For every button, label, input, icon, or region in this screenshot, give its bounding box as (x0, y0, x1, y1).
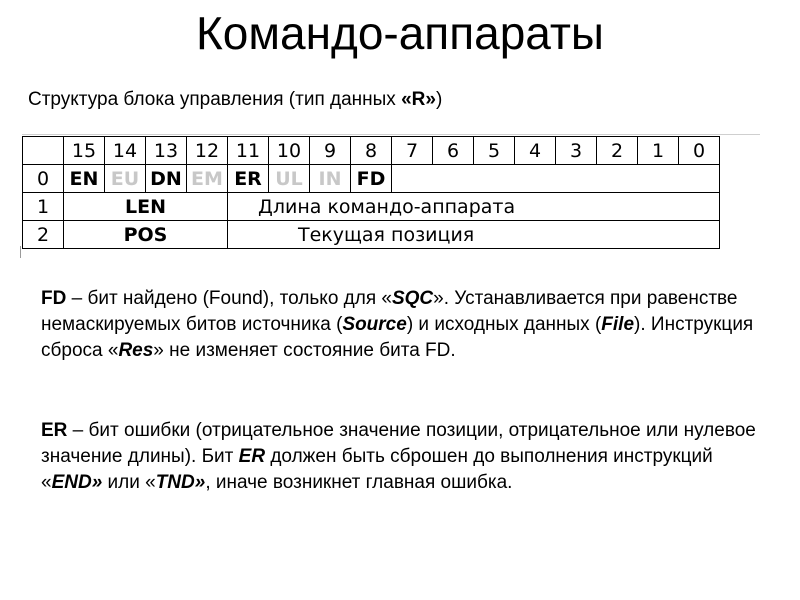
text-run: ). Инструкция сброса « (41, 314, 754, 361)
term-er: ER (238, 446, 266, 467)
field-name-len: LEN (64, 193, 228, 221)
bit-header: 11 (228, 137, 269, 165)
term-res: Res (118, 340, 154, 361)
text-run: или « (102, 472, 156, 493)
bit-header: 5 (474, 137, 515, 165)
field-description-text: Длина командо-аппарата (258, 195, 516, 218)
bit-em: EM (187, 165, 228, 193)
table-row (23, 221, 720, 249)
bit-er: ER (228, 165, 269, 193)
caption-type: «R» (401, 89, 436, 110)
term-tnd: TND» (155, 472, 206, 493)
bit-header: 8 (351, 137, 392, 165)
row-index: 1 (23, 193, 64, 221)
bit-header: 1 (638, 137, 679, 165)
fd-description (41, 286, 771, 364)
page-title: Командо-аппараты (195, 7, 604, 59)
bit-header: 14 (105, 137, 146, 165)
bit-header: 15 (64, 137, 105, 165)
bit-eu: EU (105, 165, 146, 193)
bit-header: 6 (433, 137, 474, 165)
bit-header: 4 (515, 137, 556, 165)
field-name-pos: POS (64, 221, 228, 249)
term-source: Source (342, 314, 407, 335)
table-row (23, 165, 720, 193)
text-run: ) и исходных данных ( (406, 314, 602, 335)
register-table-wrapper (22, 134, 760, 252)
text-run: ». Устанавливается при равенстве немаскируемых битов источника ( (41, 288, 738, 335)
text-run: » не изменяет состояние бита FD. (153, 340, 456, 361)
row-index: 0 (23, 165, 64, 193)
bit-header: 0 (679, 137, 720, 165)
bit-ul: UL (269, 165, 310, 193)
bit-dn: DN (146, 165, 187, 193)
bit-fd: FD (351, 165, 392, 193)
text-run: – бит найдено (Found), только для « (66, 288, 392, 309)
bit-header: 9 (310, 137, 351, 165)
term-sqc: SQC (391, 288, 434, 309)
table-row (23, 193, 720, 221)
row-index: 2 (23, 221, 64, 249)
bit-header: 12 (187, 137, 228, 165)
bit-header: 7 (392, 137, 433, 165)
header-corner (23, 137, 64, 165)
paragraph (41, 418, 771, 496)
bit-header: 3 (556, 137, 597, 165)
divider (20, 246, 21, 258)
term-er: ER (41, 420, 68, 441)
caption-suffix: ) (435, 89, 443, 110)
divider (22, 134, 760, 135)
bit-en: EN (64, 165, 105, 193)
bit-header: 13 (146, 137, 187, 165)
table-caption (28, 89, 442, 111)
term-fd: FD (41, 288, 67, 309)
caption-prefix: Структура блока управления (тип данных (28, 89, 402, 110)
term-end: END» (51, 472, 103, 493)
field-description-text: Текущая позиция (298, 223, 475, 246)
unused-bits (392, 165, 720, 193)
field-description (228, 221, 720, 249)
bit-in: IN (310, 165, 351, 193)
paragraph (41, 286, 771, 364)
table-header-row (23, 137, 720, 165)
term-file: File (601, 314, 635, 335)
er-description (41, 418, 771, 496)
text-run: должен быть сброшен до выполнения инструкций « (41, 446, 713, 493)
field-description (228, 193, 720, 221)
bit-header: 2 (597, 137, 638, 165)
text-run: , иначе возникнет главная ошибка. (205, 472, 513, 493)
bit-header: 10 (269, 137, 310, 165)
register-table (22, 136, 720, 249)
text-run: – бит ошибки (отрицательное значение позиции, отрицательное или нулевое значение длины). Бит (41, 420, 756, 467)
